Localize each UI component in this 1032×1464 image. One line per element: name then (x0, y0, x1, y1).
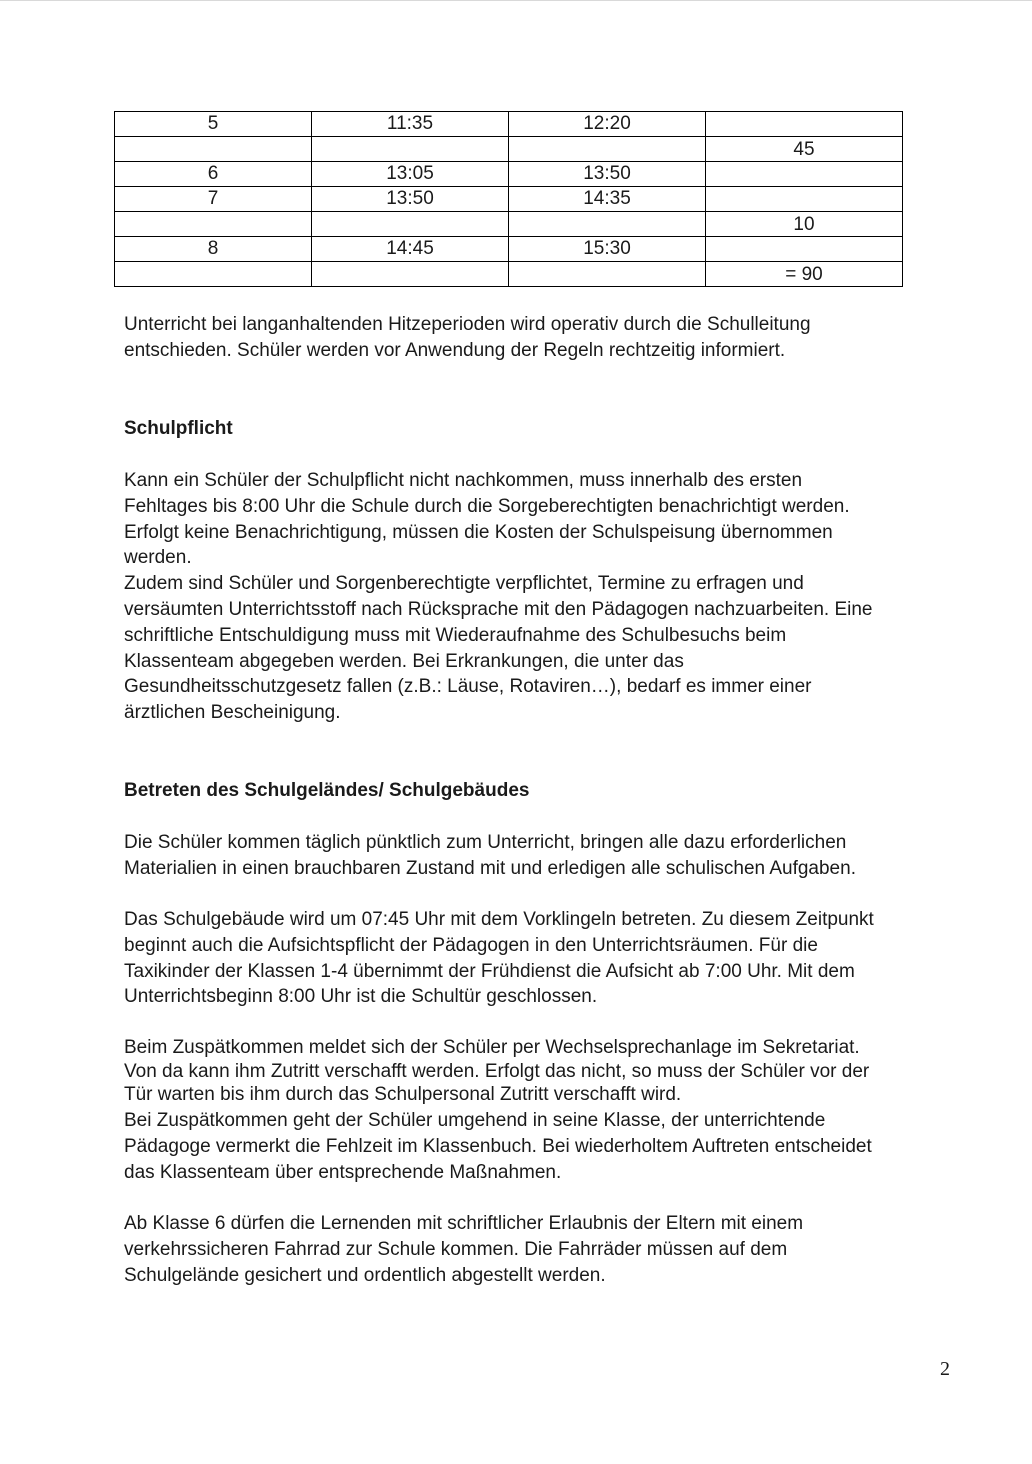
text-line: Zudem sind Schüler und Sorgenberechtigte verpflichtet, Termine zu erfragen und (124, 573, 804, 595)
lesson-schedule-table (114, 111, 903, 287)
betreten-paragraph-bicycles (124, 1211, 964, 1288)
betreten-paragraph-punctuality (124, 830, 964, 882)
break-minutes-cell (706, 112, 903, 137)
schulpflicht-heading: Schulpflicht (124, 418, 233, 439)
lesson-number-cell (115, 262, 312, 287)
text-line: Kann ein Schüler der Schulpflicht nicht nachkommen, muss innerhalb des ersten (124, 470, 803, 491)
start-time-cell (312, 212, 509, 237)
table-row (115, 112, 903, 137)
betreten-paragraph-late-arrival (124, 1036, 964, 1107)
text-line: Bei Zuspätkommen geht der Schüler umgehend in seine Klasse, der unterrichtende (124, 1110, 826, 1131)
lesson-number-cell (115, 137, 312, 162)
break-total-cell: = 90 (706, 262, 903, 287)
text-line: Taxikinder der Klassen 1-4 übernimmt der Frühdienst die Aufsicht ab 7:00 Uhr. Mit dem (124, 960, 855, 982)
lesson-number-cell (115, 212, 312, 237)
text-line: das Klassenteam über entsprechende Maßnahmen. (124, 1161, 562, 1183)
break-minutes-cell: 45 (706, 137, 903, 162)
text-line: Von da kann ihm Zutritt verschafft werden. Erfolgt das nicht, so muss der Schüler vor der (124, 1060, 870, 1082)
text-line: Tür warten bis ihm durch das Schulpersonal Zutritt verschafft wird. (124, 1084, 682, 1105)
text-line: Fehltages bis 8:00 Uhr die Schule durch die Sorgeberechtigten benachrichtigt werden. (124, 495, 850, 517)
lesson-number-cell: 8 (115, 237, 312, 262)
text-line: verkehrssicheren Fahrrad zur Schule kommen. Die Fahrräder müssen auf dem (124, 1238, 788, 1260)
end-time-cell (509, 137, 706, 162)
break-minutes-cell: 10 (706, 212, 903, 237)
betreten-paragraph-entry-times (124, 907, 964, 1010)
lesson-number-cell: 5 (115, 112, 312, 137)
text-line: entschieden. Schüler werden vor Anwendung der Regeln rechtzeitig informiert. (124, 339, 786, 361)
table-row (115, 212, 903, 237)
table-row (115, 262, 903, 287)
text-line: Klassenteam abgegeben werden. Bei Erkrankungen, die unter das (124, 650, 684, 672)
betreten-heading: Betreten des Schulgeländes/ Schulgebäudes (124, 780, 530, 801)
break-minutes-cell (706, 237, 903, 262)
end-time-cell: 13:50 (509, 162, 706, 187)
start-time-cell: 13:05 (312, 162, 509, 187)
start-time-cell (312, 137, 509, 162)
text-line: Ab Klasse 6 dürfen die Lernenden mit schriftlicher Erlaubnis der Eltern mit einem (124, 1213, 804, 1234)
heat-period-note (124, 312, 964, 364)
table-row (115, 137, 903, 162)
schulpflicht-paragraph (124, 468, 964, 726)
text-line: beginnt auch die Aufsichtspflicht der Pädagogen in den Unterrichtsräumen. Für die (124, 934, 818, 956)
lesson-number-cell: 6 (115, 162, 312, 187)
text-line: Schulgelände gesichert und ordentlich abgestellt werden. (124, 1264, 606, 1286)
table-row (115, 162, 903, 187)
text-line: Unterrichtsbeginn 8:00 Uhr ist die Schultür geschlossen. (124, 986, 598, 1008)
text-line: Beim Zuspätkommen meldet sich der Schüler per Wechselsprechanlage im Sekretariat. (124, 1037, 860, 1058)
text-line: Materialien in einen brauchbaren Zustand mit und erledigen alle schulischen Aufgaben. (124, 857, 856, 879)
table-row (115, 187, 903, 212)
text-line: Pädagoge vermerkt die Fehlzeit im Klassenbuch. Bei wiederholtem Auftreten entscheidet (124, 1135, 872, 1157)
page-top-border (0, 0, 1032, 1)
text-line: Unterricht bei langanhaltenden Hitzeperioden wird operativ durch die Schulleitung (124, 314, 811, 335)
start-time-cell: 14:45 (312, 237, 509, 262)
text-line: schriftliche Entschuldigung muss mit Wiederaufnahme des Schulbesuchs beim (124, 624, 787, 646)
text-line: versäumten Unterrichtsstoff nach Rücksprache mit den Pädagogen nachzuarbeiten. Eine (124, 598, 873, 620)
text-line: Die Schüler kommen täglich pünktlich zum Unterricht, bringen alle dazu erforderlichen (124, 832, 847, 853)
lesson-number-cell: 7 (115, 187, 312, 212)
end-time-cell: 12:20 (509, 112, 706, 137)
start-time-cell: 13:50 (312, 187, 509, 212)
text-line: Das Schulgebäude wird um 07:45 Uhr mit dem Vorklingeln betreten. Zu diesem Zeitpunkt (124, 909, 874, 930)
betreten-paragraph-late-procedure (124, 1108, 964, 1185)
text-line: Erfolgt keine Benachrichtigung, müssen die Kosten der Schulspeisung übernommen (124, 521, 833, 543)
end-time-cell (509, 212, 706, 237)
end-time-cell: 14:35 (509, 187, 706, 212)
end-time-cell: 15:30 (509, 237, 706, 262)
table-row (115, 237, 903, 262)
start-time-cell: 11:35 (312, 112, 509, 137)
page-number: 2 (940, 1358, 950, 1380)
start-time-cell (312, 262, 509, 287)
text-line: ärztlichen Bescheinigung. (124, 702, 341, 724)
text-line: Gesundheitsschutzgesetz fallen (z.B.: Läuse, Rotaviren…), bedarf es immer einer (124, 676, 812, 698)
break-minutes-cell (706, 187, 903, 212)
text-line: werden. (124, 547, 192, 569)
break-minutes-cell (706, 162, 903, 187)
end-time-cell (509, 262, 706, 287)
